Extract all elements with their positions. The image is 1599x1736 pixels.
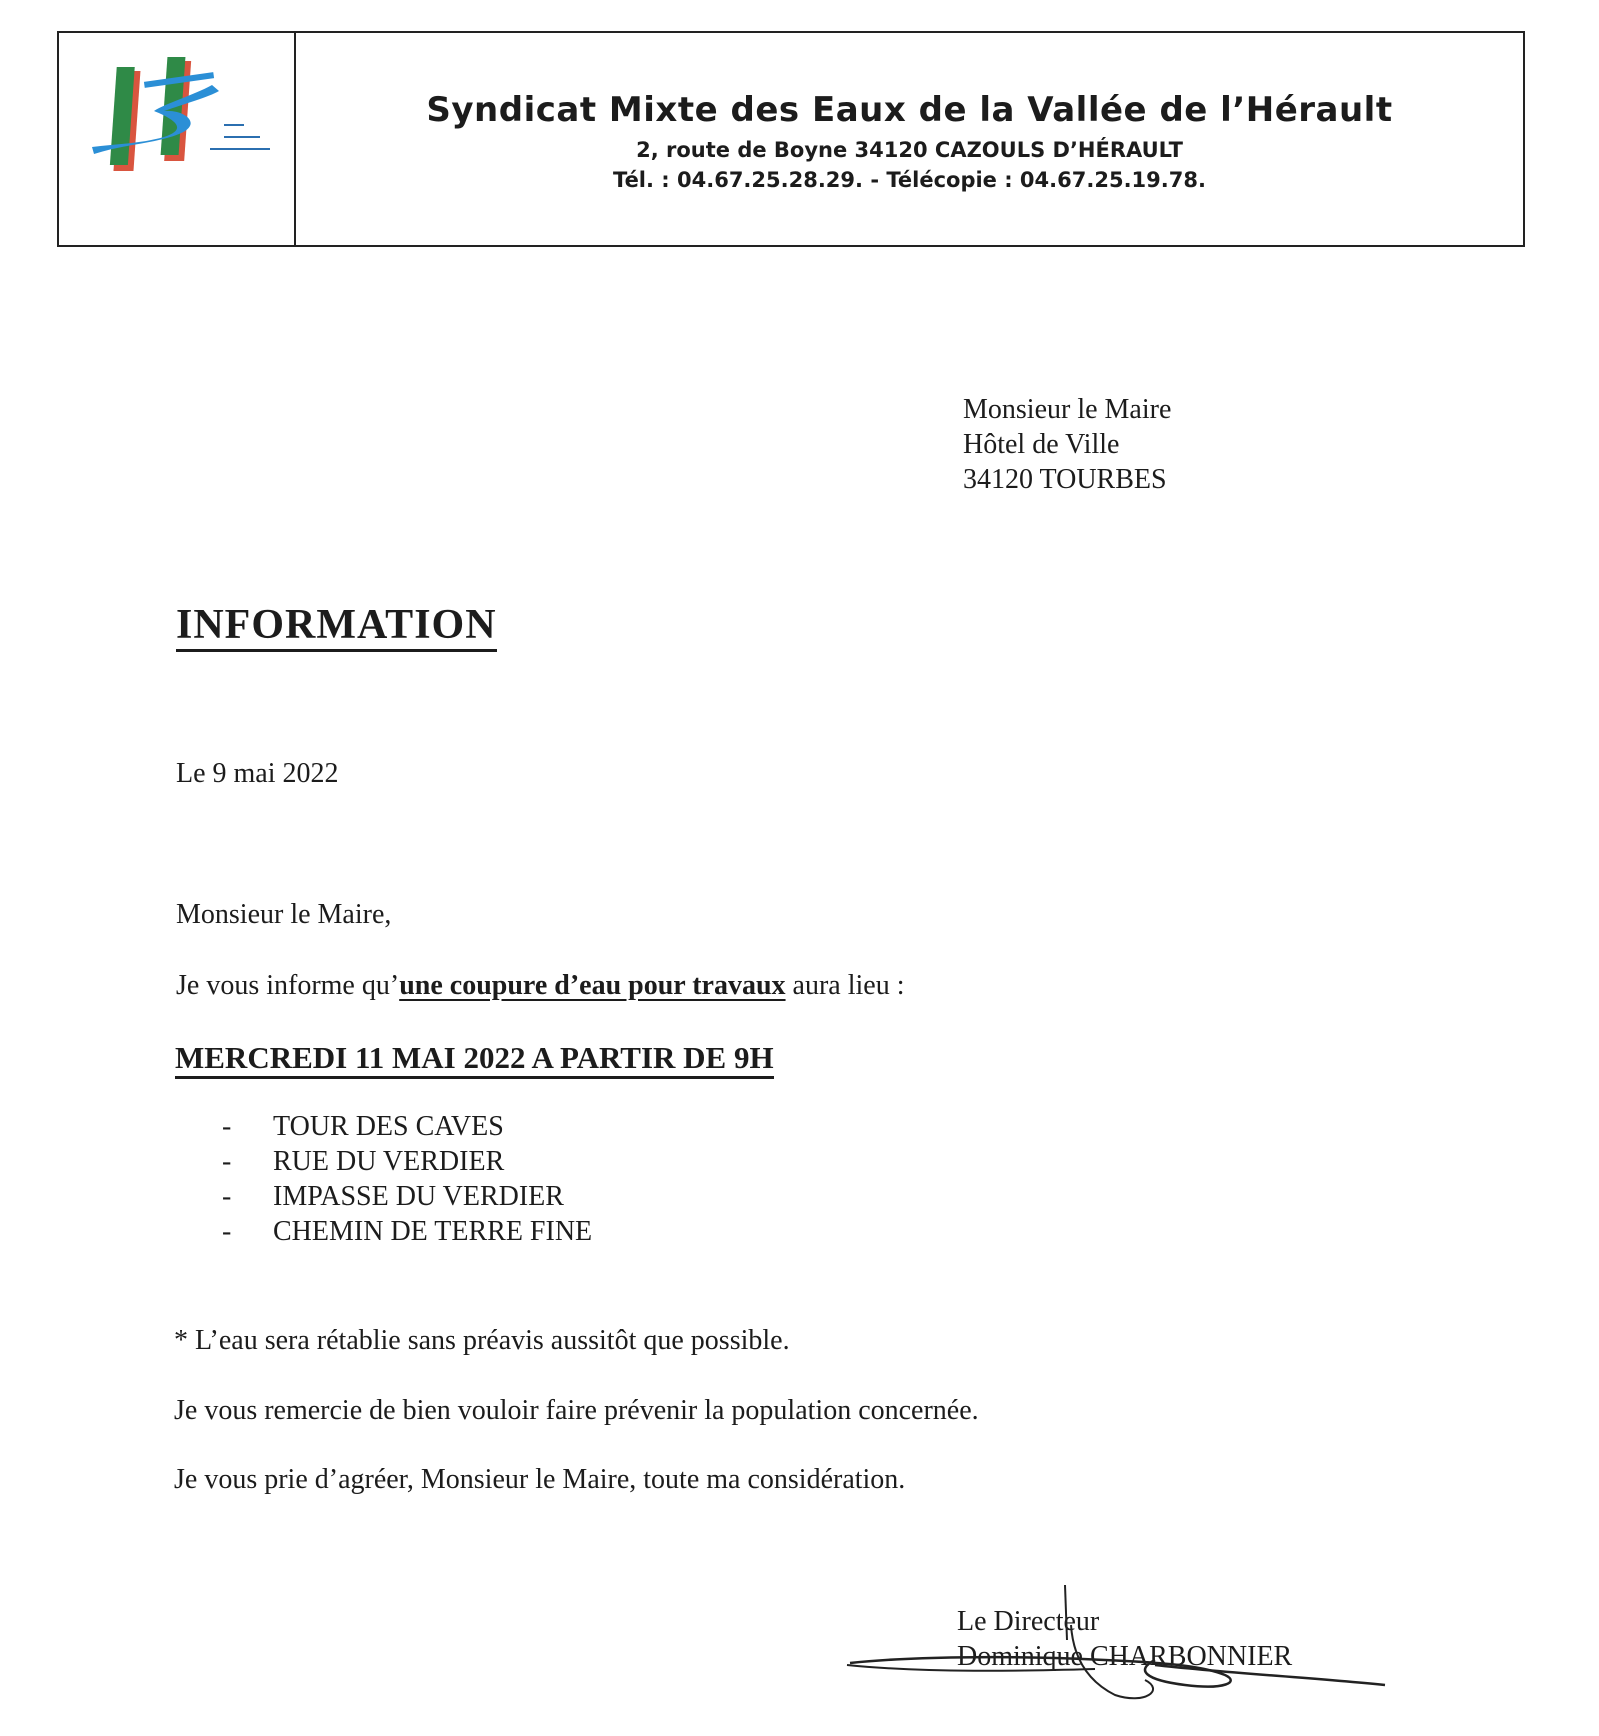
- organization-name: Syndicat Mixte des Eaux de la Vallée de l’Hérault: [426, 90, 1393, 130]
- list-dash: -: [222, 1181, 232, 1212]
- restoration-note: * L’eau sera rétablie sans préavis aussitôt que possible.: [174, 1325, 790, 1356]
- signatory-role: Le Directeur: [957, 1606, 1100, 1637]
- intro-paragraph: [176, 970, 905, 1002]
- street-name: RUE DU VERDIER: [273, 1146, 505, 1177]
- logo-cell: [59, 33, 296, 245]
- thanks-paragraph: Je vous remercie de bien vouloir faire prévenir la population concernée.: [174, 1395, 979, 1426]
- handwritten-signature: [845, 1585, 1390, 1720]
- street-name: IMPASSE DU VERDIER: [273, 1181, 564, 1212]
- recipient-line: Hôtel de Ville: [963, 429, 1120, 460]
- recipient-block: [963, 392, 1171, 497]
- letterhead: [57, 31, 1525, 247]
- date-line: Le 9 mai 2022: [176, 758, 339, 789]
- list-dash: -: [222, 1216, 232, 1247]
- intro-emphasis: une coupure d’eau pour travaux: [399, 970, 786, 1001]
- recipient-line: 34120 TOURBES: [963, 464, 1167, 495]
- recipient-line: Monsieur le Maire: [963, 394, 1172, 425]
- closing-paragraph: Je vous prie d’agréer, Monsieur le Maire, toute ma considération.: [174, 1464, 906, 1495]
- street-name: CHEMIN DE TERRE FINE: [273, 1216, 593, 1247]
- intro-suffix: aura lieu :: [785, 970, 905, 1001]
- list-dash: -: [222, 1111, 232, 1142]
- organization-address: 2, route de Boyne 34120 CAZOULS D’HÉRAULT: [636, 138, 1183, 162]
- organization-contact: Tél. : 04.67.25.28.29. - Télécopie : 04.67.25.19.78.: [613, 168, 1206, 192]
- intro-prefix: Je vous informe qu’: [176, 970, 400, 1001]
- salutation: Monsieur le Maire,: [176, 899, 392, 930]
- cut-date-heading: MERCREDI 11 MAI 2022 A PARTIR DE 9H: [175, 1039, 774, 1079]
- list-dash: -: [222, 1146, 232, 1177]
- street-name: TOUR DES CAVES: [273, 1111, 504, 1142]
- organization-logo: [84, 49, 274, 194]
- document-title: INFORMATION: [176, 601, 497, 652]
- signatory-name: Dominique CHARBONNIER: [957, 1641, 1293, 1672]
- letterhead-text: [296, 33, 1523, 245]
